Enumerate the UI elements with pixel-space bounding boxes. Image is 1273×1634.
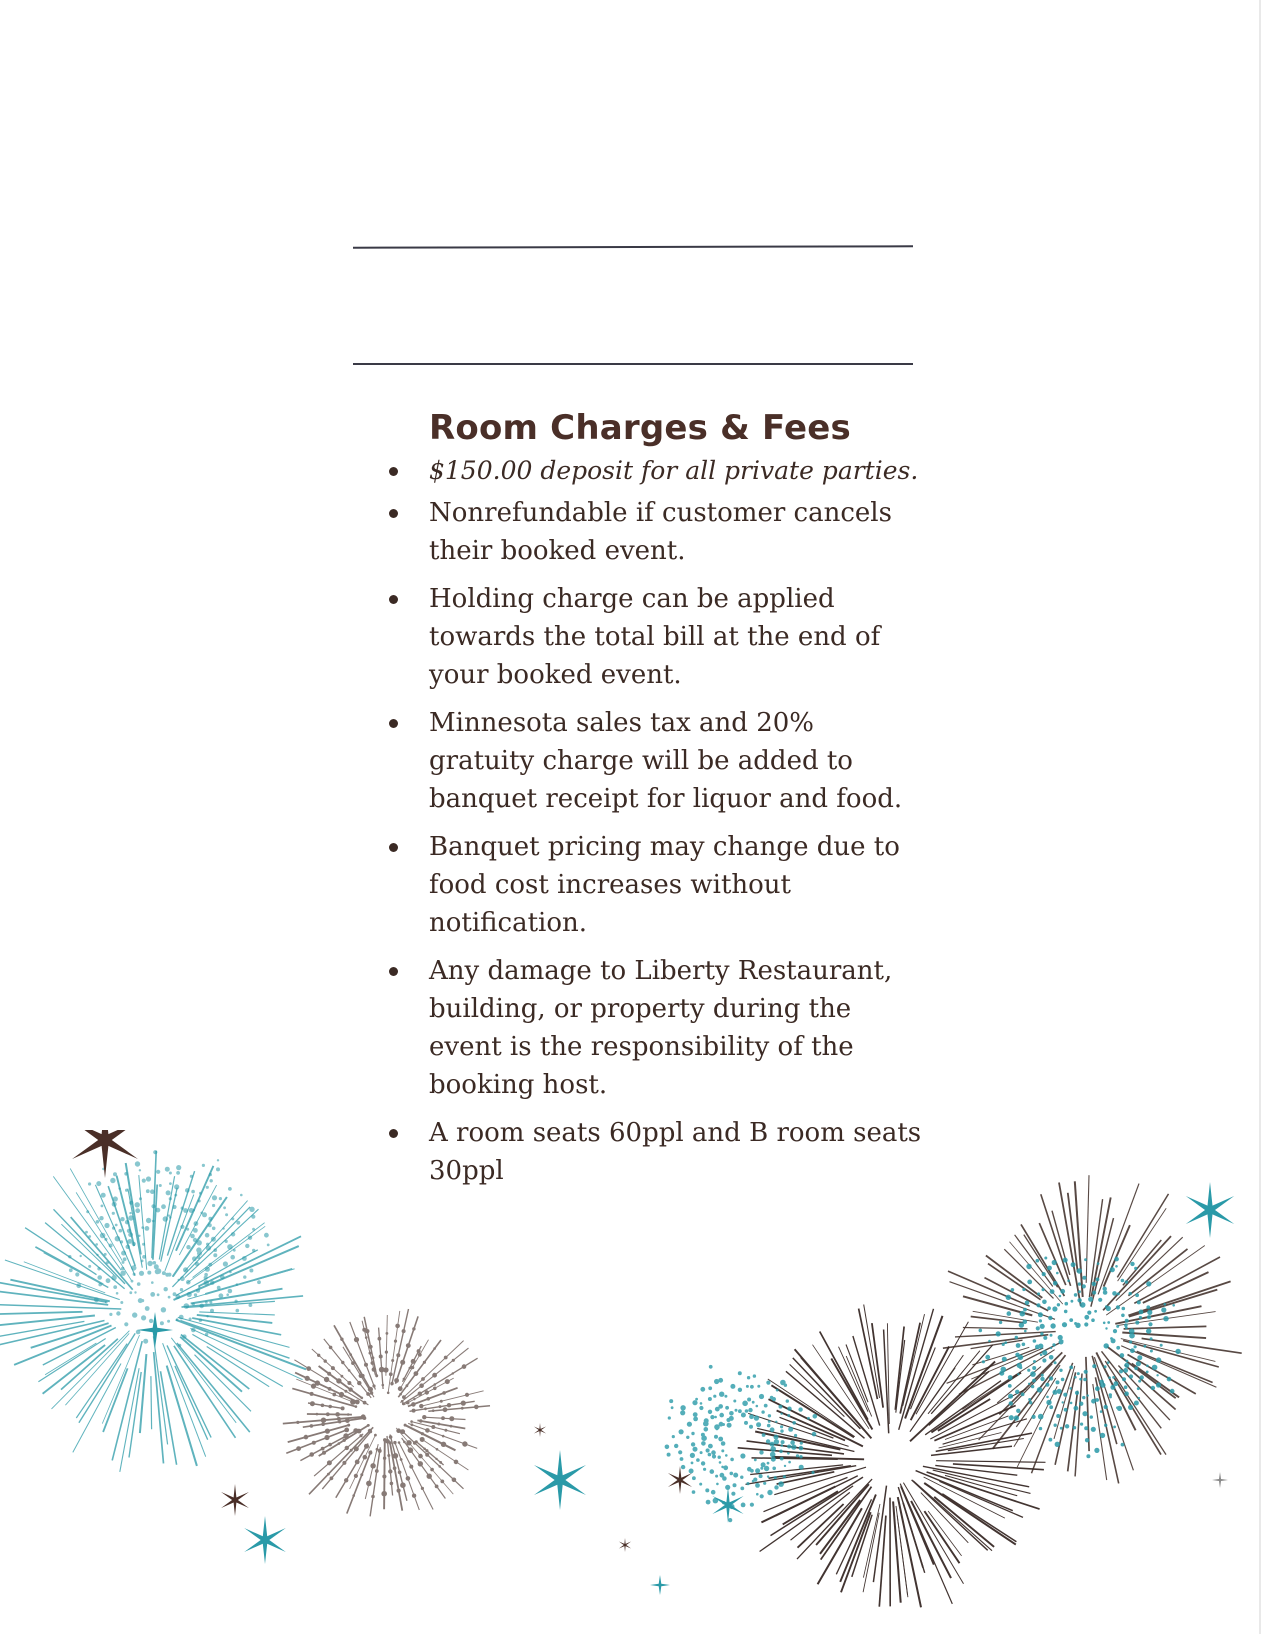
bullet-icon [389, 843, 398, 852]
sparkle-star-icon [650, 1575, 670, 1595]
sparkle-star-icon [619, 1538, 631, 1552]
list-item-text: Banquet pricing may change due to food cost increases without notification. [429, 832, 900, 938]
list-item [385, 952, 925, 1104]
list-item-text: Holding charge can be applied towards the total bill at the end of your booked event. [429, 584, 881, 690]
sparkle-star-icon [221, 1484, 249, 1516]
list-item-text: A room seats 60ppl and B room seats 30ppl [429, 1118, 922, 1186]
list-item-text: Minnesota sales tax and 20% gratuity charge will be added to banquet receipt for liquor and food. [429, 708, 903, 814]
list-item-text: $150.00 deposit for all private parties. [429, 456, 919, 485]
sparkle-star-icon [534, 1450, 586, 1510]
list-item-text: Nonrefundable if customer cancels their booked event. [429, 498, 892, 566]
fireworks-illustration [0, 1130, 1273, 1634]
firework-burst [0, 1151, 306, 1472]
list-item [385, 580, 925, 694]
bullet-icon [389, 719, 398, 728]
bullet-icon [389, 509, 398, 518]
list-item [385, 452, 925, 490]
sparkle-star-icon [244, 1516, 286, 1564]
sparkle-star-icon [72, 1130, 138, 1178]
list-item-text: Any damage to Liberty Restaurant, building, or property during the event is the responsibility of the booking host. [429, 956, 893, 1100]
list-item [385, 704, 925, 818]
blank-line-1 [353, 245, 913, 248]
sparkle-star-icon [1186, 1182, 1234, 1238]
fees-list [385, 452, 925, 1190]
sparkle-star-icon [668, 1466, 692, 1494]
firework-burst [283, 1309, 490, 1516]
firework-burst [943, 1175, 1242, 1483]
bullet-icon [389, 595, 398, 604]
list-item [385, 494, 925, 570]
sparkle-star-icon [712, 1487, 743, 1523]
firework-burst [738, 1305, 1046, 1608]
bullet-icon [389, 967, 398, 976]
list-item [385, 828, 925, 942]
fees-section [385, 408, 925, 1200]
bullet-icon [389, 467, 398, 476]
section-title: Room Charges & Fees [429, 408, 851, 448]
sparkle-star-icon [534, 1423, 546, 1437]
sparkle-star-icon [1212, 1472, 1228, 1488]
blank-line-2 [353, 363, 913, 365]
